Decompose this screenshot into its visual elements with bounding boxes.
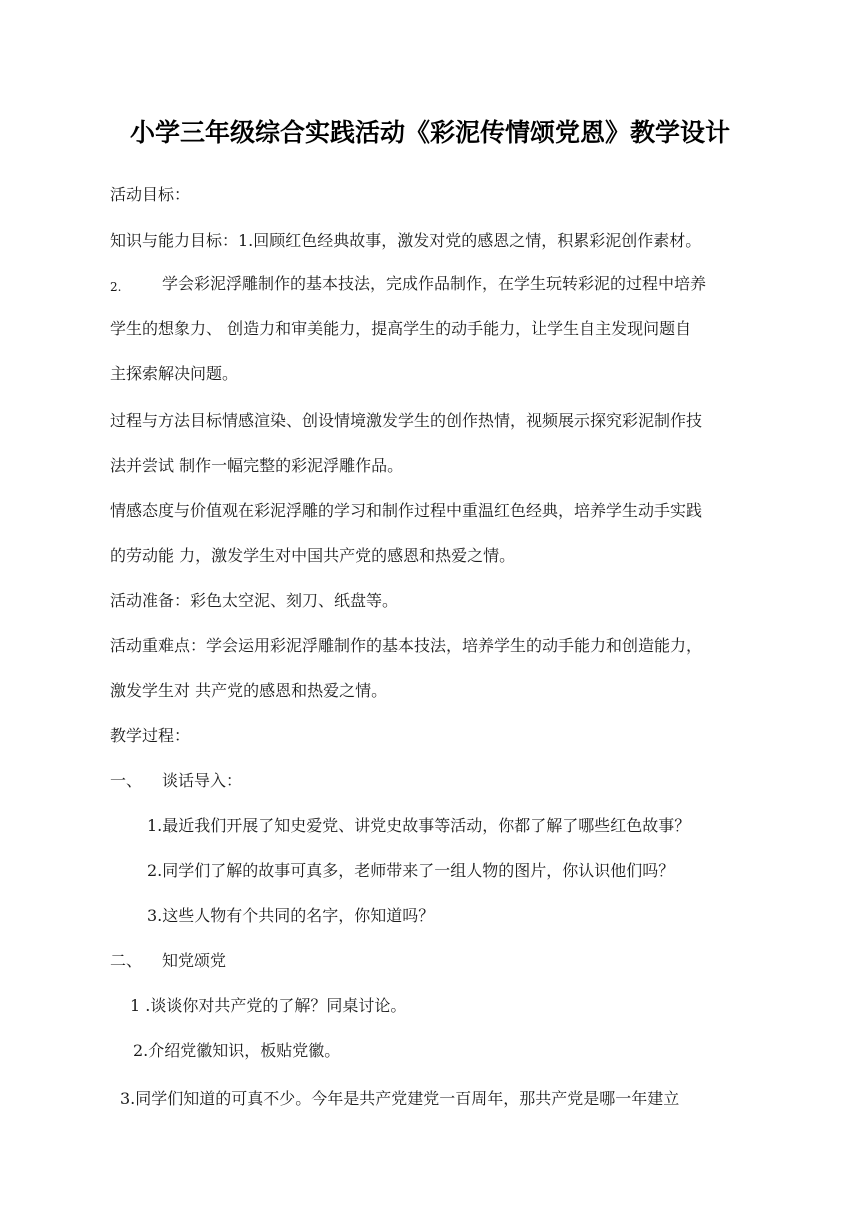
section-2-item-1: 1 .谈谈你对共产党的了解？同桌讨论。 bbox=[130, 996, 407, 1015]
teaching-process-heading: 教学过程： bbox=[110, 726, 191, 745]
section-2-item-3: 3.同学们知道的可真不少。今年是共产党建党一百周年，那共产党是哪一年建立 bbox=[120, 1089, 680, 1108]
knowledge-goal-line-4: 主探索解决问题。 bbox=[110, 364, 239, 383]
knowledge-goal-line-1: 知识与能力目标：1.回顾红色经典故事，激发对党的感恩之情，积累彩泥创作素材。 bbox=[110, 231, 702, 250]
knowledge-goal-line-3: 学生的想象力、 创造力和审美能力，提高学生的动手能力，让学生自主发现问题自 bbox=[110, 319, 692, 338]
activity-preparation: 活动准备：彩色太空泥、刻刀、纸盘等。 bbox=[110, 591, 399, 610]
section-1-heading: 谈话导入： bbox=[162, 771, 243, 790]
objectives-heading: 活动目标： bbox=[110, 185, 191, 204]
section-1-number: 一、 bbox=[110, 771, 143, 790]
knowledge-goal-number-2: 2. bbox=[110, 280, 122, 294]
emotion-goal-line-1: 情感态度与价值观在彩泥浮雕的学习和制作过程中重温红色经典，培养学生动手实践 bbox=[110, 501, 703, 520]
difficulty-line-2: 激发学生对 共产党的感恩和热爱之情。 bbox=[110, 681, 388, 700]
section-2-item-2: 2.介绍党徽知识，板贴党徽。 bbox=[133, 1041, 341, 1060]
section-2-number: 二、 bbox=[110, 951, 143, 970]
process-method-line-1: 过程与方法目标情感渲染、创设情境激发学生的创作热情，视频展示探究彩泥制作技 bbox=[110, 411, 703, 430]
section-1-item-2: 2.同学们了解的故事可真多，老师带来了一组人物的图片，你认识他们吗？ bbox=[147, 861, 675, 880]
section-1-item-1: 1.最近我们开展了知史爱党、讲党史故事等活动，你都了解了哪些红色故事？ bbox=[147, 816, 691, 835]
section-2-heading: 知党颂党 bbox=[162, 951, 227, 970]
emotion-goal-line-2: 的劳动能 力，激发学生对中国共产党的感恩和热爱之情。 bbox=[110, 546, 516, 565]
document-title: 小学三年级综合实践活动《彩泥传情颂党恩》教学设计 bbox=[129, 118, 730, 147]
difficulty-line-1: 活动重难点：学会运用彩泥浮雕制作的基本技法，培养学生的动手能力和创造能力， bbox=[110, 636, 703, 655]
knowledge-goal-line-2: 学会彩泥浮雕制作的基本技法，完成作品制作，在学生玩转彩泥的过程中培养 bbox=[162, 274, 707, 293]
section-1-item-3: 3.这些人物有个共同的名字，你知道吗？ bbox=[147, 906, 435, 925]
process-method-line-2: 法并尝试 制作一幅完整的彩泥浮雕作品。 bbox=[110, 456, 404, 475]
